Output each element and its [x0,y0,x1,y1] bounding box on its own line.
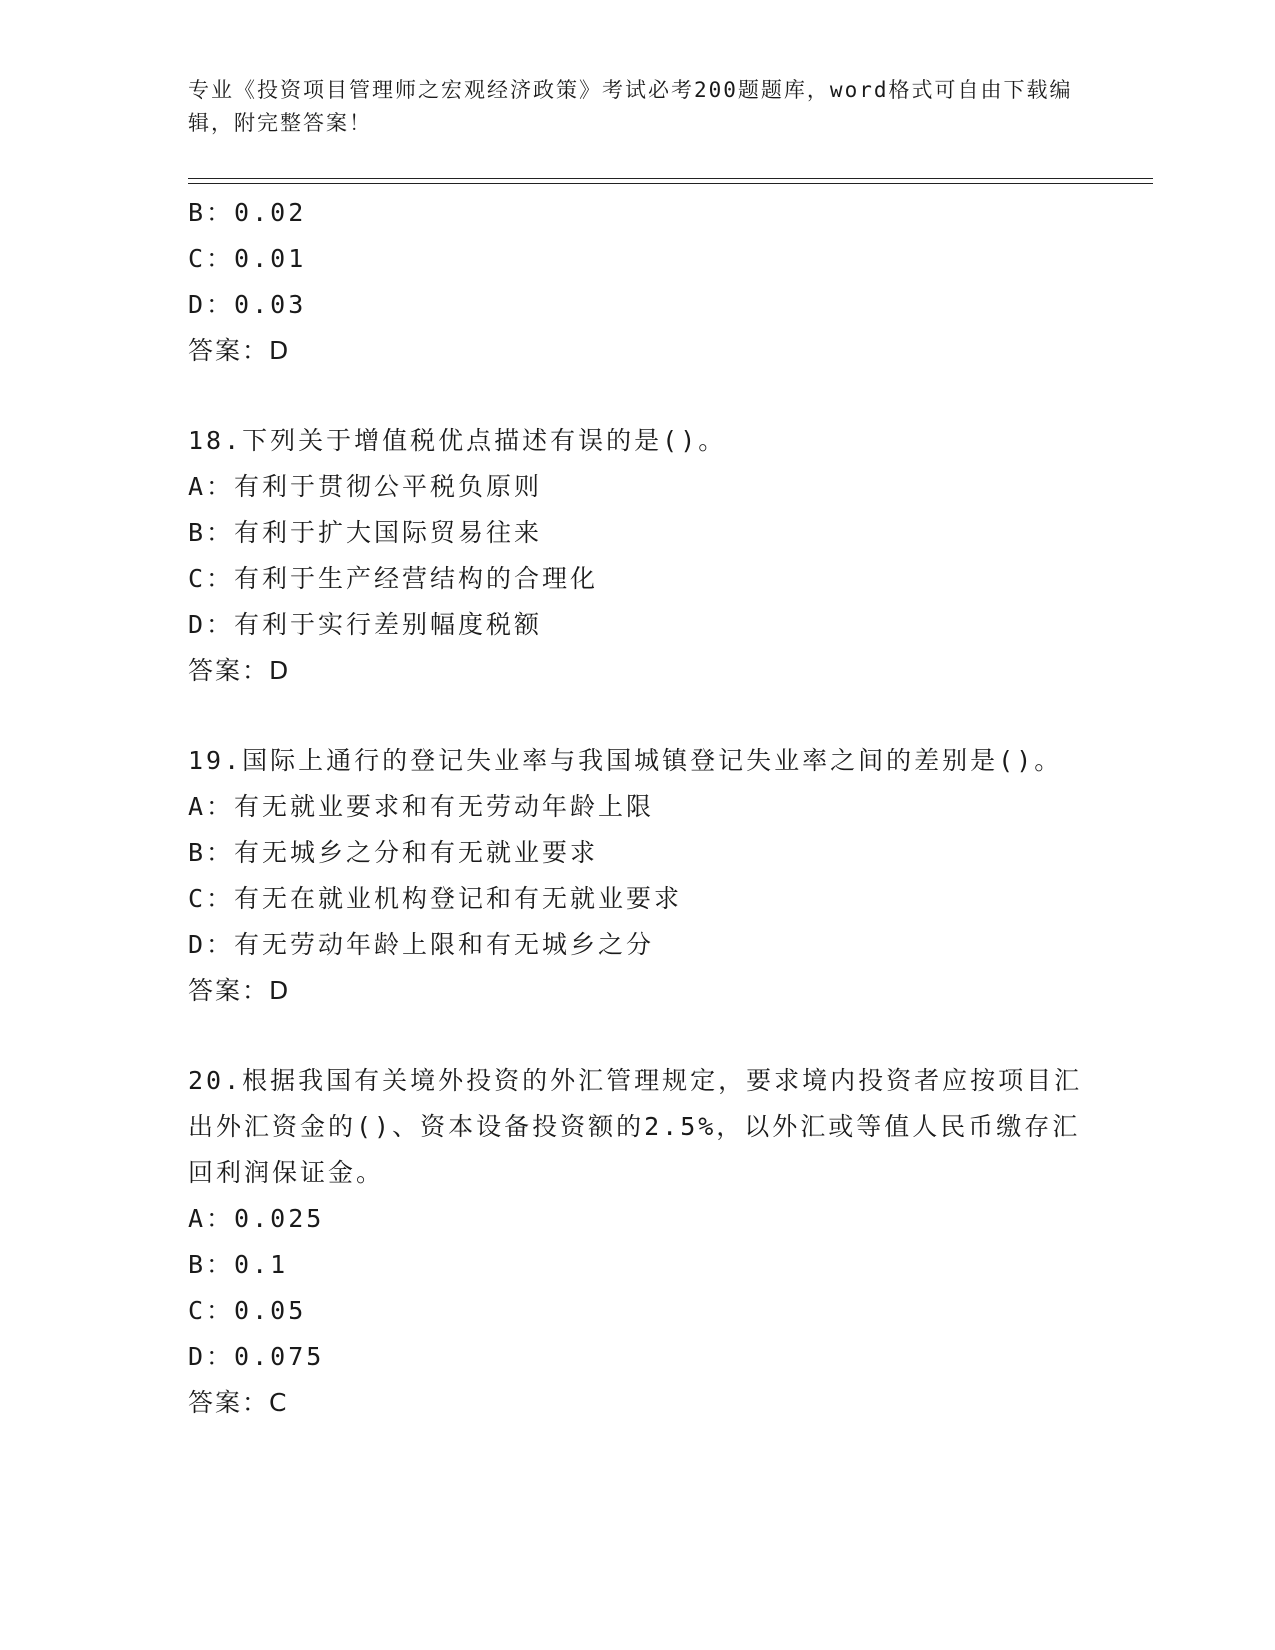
option-a: A：0.025 [188,1204,325,1233]
option-d: D：有利于实行差别幅度税额 [188,610,543,639]
answer-line: 答案：D [188,976,291,1005]
header-rule-bottom [188,183,1153,184]
question-19 [188,738,1088,1014]
document-header: 专业《投资项目管理师之宏观经济政策》考试必考200题题库，word格式可自由下载编辑，附完整答案！ [188,78,1073,135]
question-text: 19.国际上通行的登记失业率与我国城镇登记失业率之间的差别是()。 [188,746,1063,775]
question-20 [188,1058,1088,1426]
option-c: C：有利于生产经营结构的合理化 [188,564,599,593]
option-d: D：0.03 [188,290,307,319]
option-b: B：有无城乡之分和有无就业要求 [188,838,599,867]
answer-line: 答案：D [188,336,291,365]
answer-line: 答案：D [188,656,291,685]
option-c: C：0.05 [188,1296,307,1325]
question-18 [188,418,1088,694]
answer-line: 答案：C [188,1388,289,1417]
option-b: B：有利于扩大国际贸易往来 [188,518,543,547]
question-text: 18.下列关于增值税优点描述有误的是()。 [188,426,727,455]
option-a: A：有无就业要求和有无劳动年龄上限 [188,792,655,821]
option-c: C：0.01 [188,244,307,273]
option-d: D：0.075 [188,1342,325,1371]
spacer [188,694,1088,738]
question-17-partial [188,190,1088,374]
header-rule-top [188,178,1153,179]
spacer [188,1014,1088,1058]
option-d: D：有无劳动年龄上限和有无城乡之分 [188,930,655,959]
option-c: C：有无在就业机构登记和有无就业要求 [188,884,683,913]
option-a: A：有利于贯彻公平税负原则 [188,472,543,501]
document-body [188,190,1088,1426]
option-b: B：0.1 [188,1250,289,1279]
option-b: B：0.02 [188,198,307,227]
spacer [188,374,1088,418]
question-text: 20.根据我国有关境外投资的外汇管理规定，要求境内投资者应按项目汇出外汇资金的()、资本设备投资额的2.5%，以外汇或等值人民币缴存汇回利润保证金。 [188,1066,1083,1187]
